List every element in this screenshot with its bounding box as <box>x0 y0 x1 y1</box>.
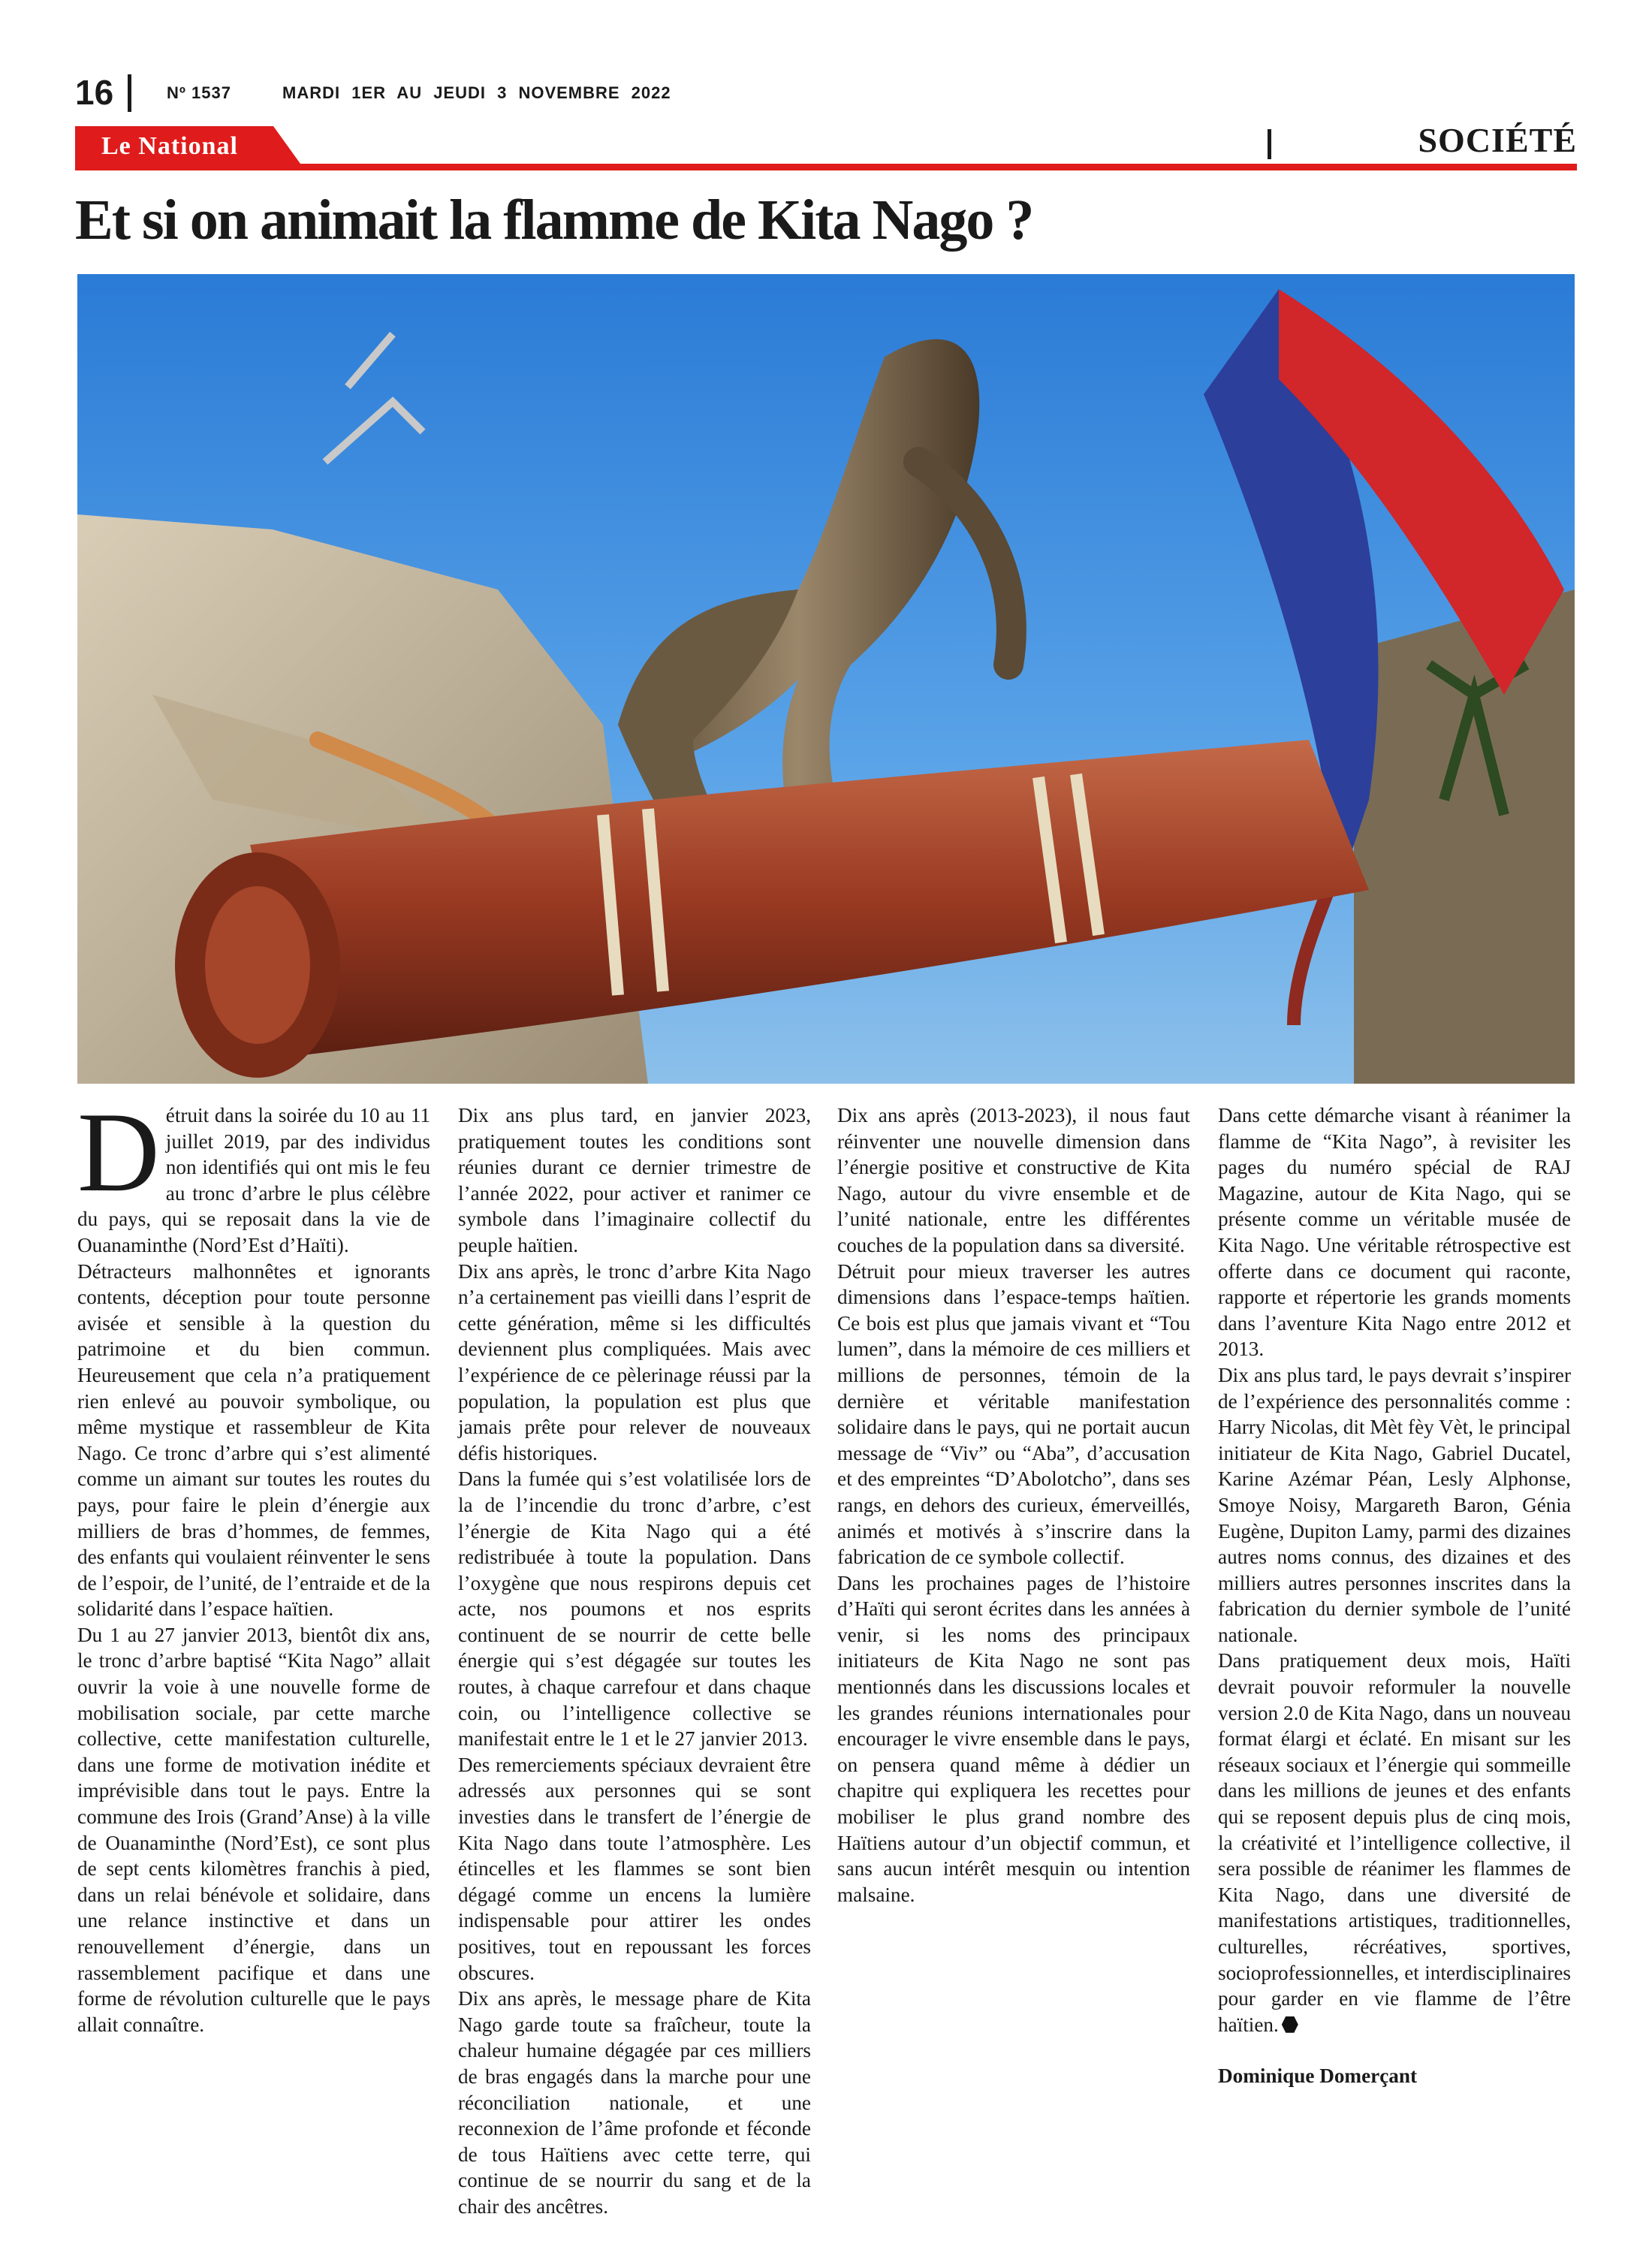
article-paragraph: Dix ans après, le message phare de Kita Nago garde toute sa fraîcheur, toute la chaleur humaine dégagée par ces milliers de bras engagés dans la marche pour une réconciliation nationale, et une reconnexion de l’âme profonde et féconde de tous Haïtiens avec cette terre, qui continue de se nourrir du sang et de la chair des ancêtres. <box>458 1987 811 2218</box>
article-headline: Et si on animait la flamme de Kita Nago ? <box>75 189 1033 252</box>
article-paragraph: Dix ans après (2013-2023), il nous faut réinventer une nouvelle dimension dans l’énergie positive et constructive de Kita Nago, autour du vivre ensemble et de l’unité nationale, entre les différentes couches de la population dans sa diversité. <box>837 1104 1190 1256</box>
article-paragraph: Détruit pour mieux traverser les autres dimensions dans l’espace-temps haïtien. Ce bois est plus que jamais vivant et “Tou lumen”, dans la mémoire de ces milliers et millions de personnes, témoin de la dernière et véritable manifestation solidaire dans le pays, qui ne portait aucun message de “Viv” ou “Aba”, d’accusation et des empreintes “D’Abolotcho”, dans ses rangs, en dehors des curieux, émerveillés, animés et motivés à s’inscrire dans la fabrication de ce symbole collectif. <box>837 1259 1190 1569</box>
article-paragraph: Dans cette démarche visant à réanimer la flamme de “Kita Nago”, à revisiter les pages du numéro spécial de RAJ Magazine, autour de Kita Nago, qui se présente comme un véritable musée de Kita Nago. Une véritable rétrospective est offerte dans ce document qui raconte, rapporte et répertorie les grands moments dans l’aventure Kita Nago entre 2012 et 2013. <box>1218 1104 1571 1361</box>
article-paragraph: Dix ans après, le tronc d’arbre Kita Nago n’a certainement pas vieilli dans l’esprit de cette génération, même si les difficultés deviennent plus compliquées. Mais avec l’expérience de ce pèlerinage réussi par la population, la population est plus que jamais prête pour relever de nouveaux défis historiques. <box>458 1259 811 1464</box>
article-paragraph: Dans la fumée qui s’est volatilisée lors de la de l’incendie du tronc d’arbre, c’est l’énergie de Kita Nago qui a été redistribuée à toute la population. Dans l’oxygène que nous respirons depuis cet acte, nos poumons et nos esprits continuent de se nourrir de cette belle énergie qui s’est dégagée sur toutes les routes, à chaque carrefour et dans chaque coin, ou l’intelligence collective se manifestait entre le 1 et le 27 janvier 2013. <box>458 1467 811 1751</box>
article-paragraph: Du 1 au 27 janvier 2013, bientôt dix ans, le tronc d’arbre baptisé “Kita Nago” allait ouvrir la voie à une nouvelle forme de mobilisation sociale, par cette marche collective, cette manifestation culturelle, dans une forme de motivation inédite et imprévisible dans tout le pays. Entre la commune des Irois (Grand’Anse) à la ville de Ouanaminthe (Nord’Est), ce sont plus de sept cents kilomètres franchis à pied, dans un relai bénévole et solidaire, dans une relance instinctive et dans un renouvellement d’énergie, dans un rassemblement pacifique et dans une forme de révolution culturelle que le pays allait connaître. <box>77 1623 430 2036</box>
article-paragraph: Dans les prochaines pages de l’histoire d’Haïti qui seront écrites dans les années à venir, si les noms des principaux initiateurs de Kita Nago ne sont pas mentionnés dans les discussions locales et les grandes réunions internationales pour encourager le vivre ensemble dans le pays, on pensera quand même à dédier un chapitre qui expliquera les recettes pour mobiliser le plus grand nombre des Haïtiens autour d’un objectif commun, et sans aucun intérêt mesquin ou intention malsaine. <box>837 1571 1190 1906</box>
page-number: 16 <box>75 73 114 112</box>
page-header <box>75 71 1577 116</box>
drop-cap: D <box>77 1089 160 1215</box>
issue-number: Nº 1537 <box>167 83 231 102</box>
article-paragraph: Détruit dans la soirée du 10 au 11 juillet 2019, par des individus non identifiés qui ont mis le feu au tronc d’arbre le plus célèbre du pays, qui se reposait dans la vie de Ouanaminthe (Nord’Est d’Haïti). <box>77 1089 430 1256</box>
article-photo <box>77 274 1575 1084</box>
article-column-1 <box>77 1089 430 2037</box>
author-byline: Dominique Domerçant <box>1218 2064 1418 2088</box>
article-paragraph: Dix ans plus tard, en janvier 2023, pratiquement toutes les conditions sont réunies durant ce dernier trimestre de l’année 2022, pour activer et ranimer ce symbole dans l’imaginaire collectif du peuple haïtien. <box>458 1104 811 1256</box>
header-rule <box>75 164 1577 170</box>
issue-date: MARDI 1ER AU JEUDI 3 NOVEMBRE 2022 <box>282 83 671 102</box>
article-column-3 <box>837 1102 1190 1908</box>
section-divider <box>1268 129 1271 159</box>
article-column-4 <box>1218 1102 1571 2089</box>
article-paragraph: Des remerciements spéciaux devraient être adressés aux personnes qui se sont investies dans le transfert de l’énergie de Kita Nago dans toute l’atmosphère. Les étincelles et les flammes se sont bien dégagé comme un encens la lumière indispensable pour attirer les ondes positives, tout en repoussant les forces obscures. <box>458 1753 811 1984</box>
section-label: SOCIÉTÉ <box>1418 121 1577 159</box>
newspaper-brand: Le National <box>101 132 238 160</box>
article-column-2 <box>458 1102 811 2220</box>
page-number-divider <box>128 74 131 112</box>
article-paragraph: Détracteurs malhonnêtes et ignorants contents, déception pour toute personne avisée et sensible à la question du patrimoine et du bien commun. Heureusement que cela n’a pratiquement rien enlevé au pouvoir symbolique, ou même mystique et rassembleur de Kita Nago. Ce tronc d’arbre qui s’est alimenté comme un aimant sur toutes les routes du pays, pour faire le plein d’énergie aux milliers de bras d’hommes, de femmes, des enfants qui voulaient réinventer le sens de l’espoir, de l’unité, de l’entraide et de la solidarité dans l’espace haïtien. <box>77 1259 430 1621</box>
article-paragraph: Dans pratiquement deux mois, Haïti devrait pouvoir reformuler la nouvelle version 2.0 de Kita Nago, dans un nouveau format élargi et éclaté. En misant sur les réseaux sociaux et l’énergie qui sommeille dans les millions de jeunes et des enfants qui se reposent depuis plus de cinq mois, la créativité et l’intelligence collective, il sera possible de réanimer les flammes de Kita Nago, dans une diversité de manifestations artistiques, traditionnelles, culturelles, récréatives, sportives, socioprofessionnelles, et interdisciplinaires pour garder en vie flamme de l’être haïtien. <box>1218 1649 1571 2036</box>
end-of-article-icon <box>1282 2016 1298 2033</box>
article-paragraph: Dix ans plus tard, le pays devrait s’inspirer de l’expérience des personnalités comme : Harry Nicolas, dit Mèt fèy Vèt, le principal initiateur de Kita Nago, Gabriel Ducatel, Karine Azémar Péan, Lesly Alphonse, Smoye Noisy, Margareth Baron, Génia Eugène, Dupiton Lamy, parmi des dizaines autres noms connus, des dizaines et des milliers autres personnes inscrites dans la fabrication du dernier symbole de l’unité nationale. <box>1218 1363 1571 1646</box>
